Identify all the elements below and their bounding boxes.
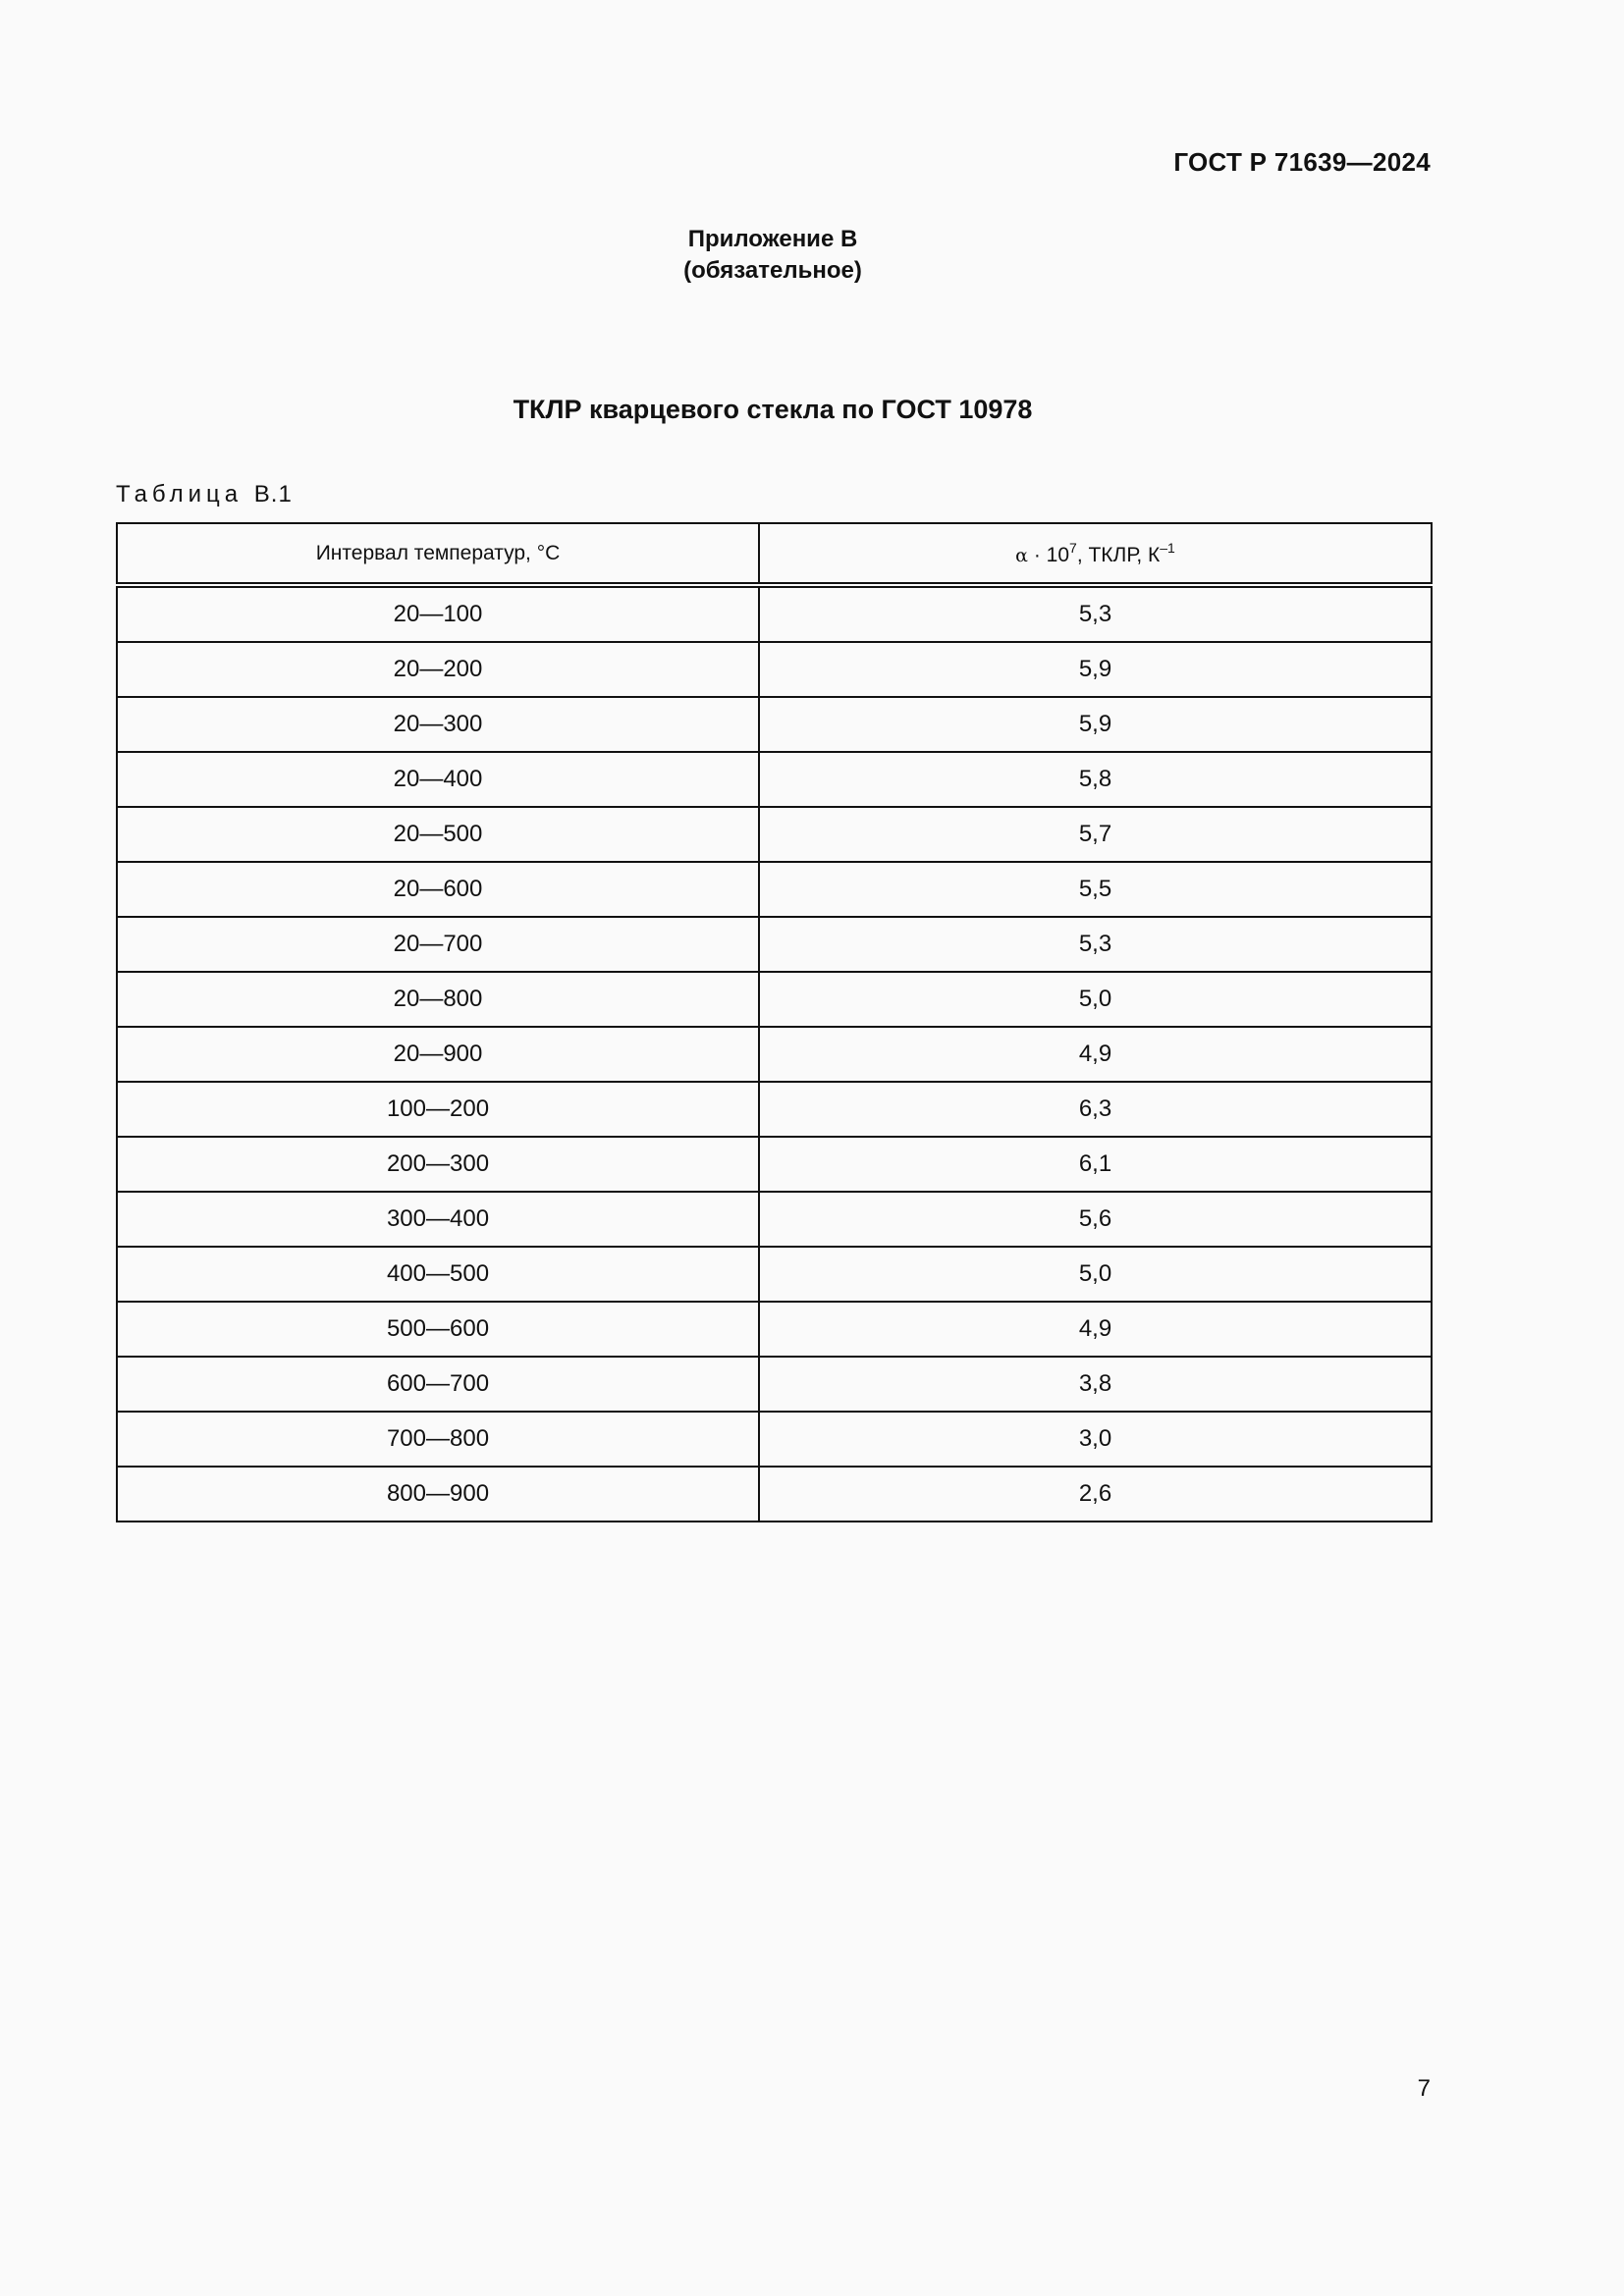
interval-cell: 400—500 (117, 1247, 759, 1302)
table-row (117, 752, 1432, 807)
value-cell: 3,0 (759, 1412, 1432, 1467)
table-row (117, 972, 1432, 1027)
table-row (117, 1082, 1432, 1137)
interval-cell: 20—600 (117, 862, 759, 917)
table-row (117, 697, 1432, 752)
section-title: ТКЛР кварцевого стекла по ГОСТ 10978 (513, 395, 1033, 424)
document-code: ГОСТ Р 71639—2024 (1173, 147, 1431, 177)
header-alpha-unit-power: –1 (1160, 539, 1175, 556)
interval-cell: 20—300 (117, 697, 759, 752)
expansion-coefficient-table (116, 522, 1433, 1522)
table-caption (116, 481, 293, 508)
interval-cell: 100—200 (117, 1082, 759, 1137)
value-cell: 4,9 (759, 1027, 1432, 1082)
appendix-status: (обязательное) (683, 257, 862, 284)
table-row (117, 1027, 1432, 1082)
value-cell: 5,0 (759, 972, 1432, 1027)
table-row (117, 642, 1432, 697)
interval-cell: 20—900 (117, 1027, 759, 1082)
interval-cell: 20—500 (117, 807, 759, 862)
table-row (117, 917, 1432, 972)
value-cell: 6,3 (759, 1082, 1432, 1137)
interval-cell: 20—700 (117, 917, 759, 972)
appendix-heading (0, 224, 1545, 287)
value-cell: 6,1 (759, 1137, 1432, 1192)
value-cell: 4,9 (759, 1302, 1432, 1357)
value-cell: 2,6 (759, 1467, 1432, 1522)
interval-cell: 800—900 (117, 1467, 759, 1522)
value-cell: 5,6 (759, 1192, 1432, 1247)
interval-cell: 300—400 (117, 1192, 759, 1247)
table-row (117, 1247, 1432, 1302)
table-header-row (117, 523, 1432, 585)
table-row (117, 1302, 1432, 1357)
interval-cell: 20—200 (117, 642, 759, 697)
table-caption-word: Таблица (116, 481, 244, 507)
header-interval: Интервал температур, °С (117, 523, 759, 585)
table-row (117, 1192, 1432, 1247)
header-alpha-power: 7 (1069, 539, 1077, 556)
interval-cell: 500—600 (117, 1302, 759, 1357)
value-cell: 5,3 (759, 585, 1432, 642)
interval-cell: 200—300 (117, 1137, 759, 1192)
interval-cell: 20—400 (117, 752, 759, 807)
interval-cell: 20—100 (117, 585, 759, 642)
value-cell: 5,7 (759, 807, 1432, 862)
table-row (117, 1467, 1432, 1522)
value-cell: 5,3 (759, 917, 1432, 972)
value-cell: 5,9 (759, 642, 1432, 697)
interval-cell: 600—700 (117, 1357, 759, 1412)
interval-cell: 20—800 (117, 972, 759, 1027)
value-cell: 5,5 (759, 862, 1432, 917)
table-caption-number: В.1 (253, 481, 293, 507)
header-alpha-unit: , ТКЛР, К (1076, 543, 1161, 566)
table-row (117, 1412, 1432, 1467)
interval-cell: 700—800 (117, 1412, 759, 1467)
table-row (117, 862, 1432, 917)
appendix-title: Приложение В (687, 226, 858, 252)
table-row (117, 585, 1432, 642)
page-number: 7 (1417, 2075, 1431, 2102)
value-cell: 3,8 (759, 1357, 1432, 1412)
table-row (117, 807, 1432, 862)
value-cell: 5,9 (759, 697, 1432, 752)
table-row (117, 1357, 1432, 1412)
table-row (117, 1137, 1432, 1192)
header-alpha (759, 523, 1432, 585)
value-cell: 5,8 (759, 752, 1432, 807)
value-cell: 5,0 (759, 1247, 1432, 1302)
alpha-symbol: α (1015, 544, 1028, 566)
header-alpha-mid: · 10 (1027, 543, 1070, 566)
